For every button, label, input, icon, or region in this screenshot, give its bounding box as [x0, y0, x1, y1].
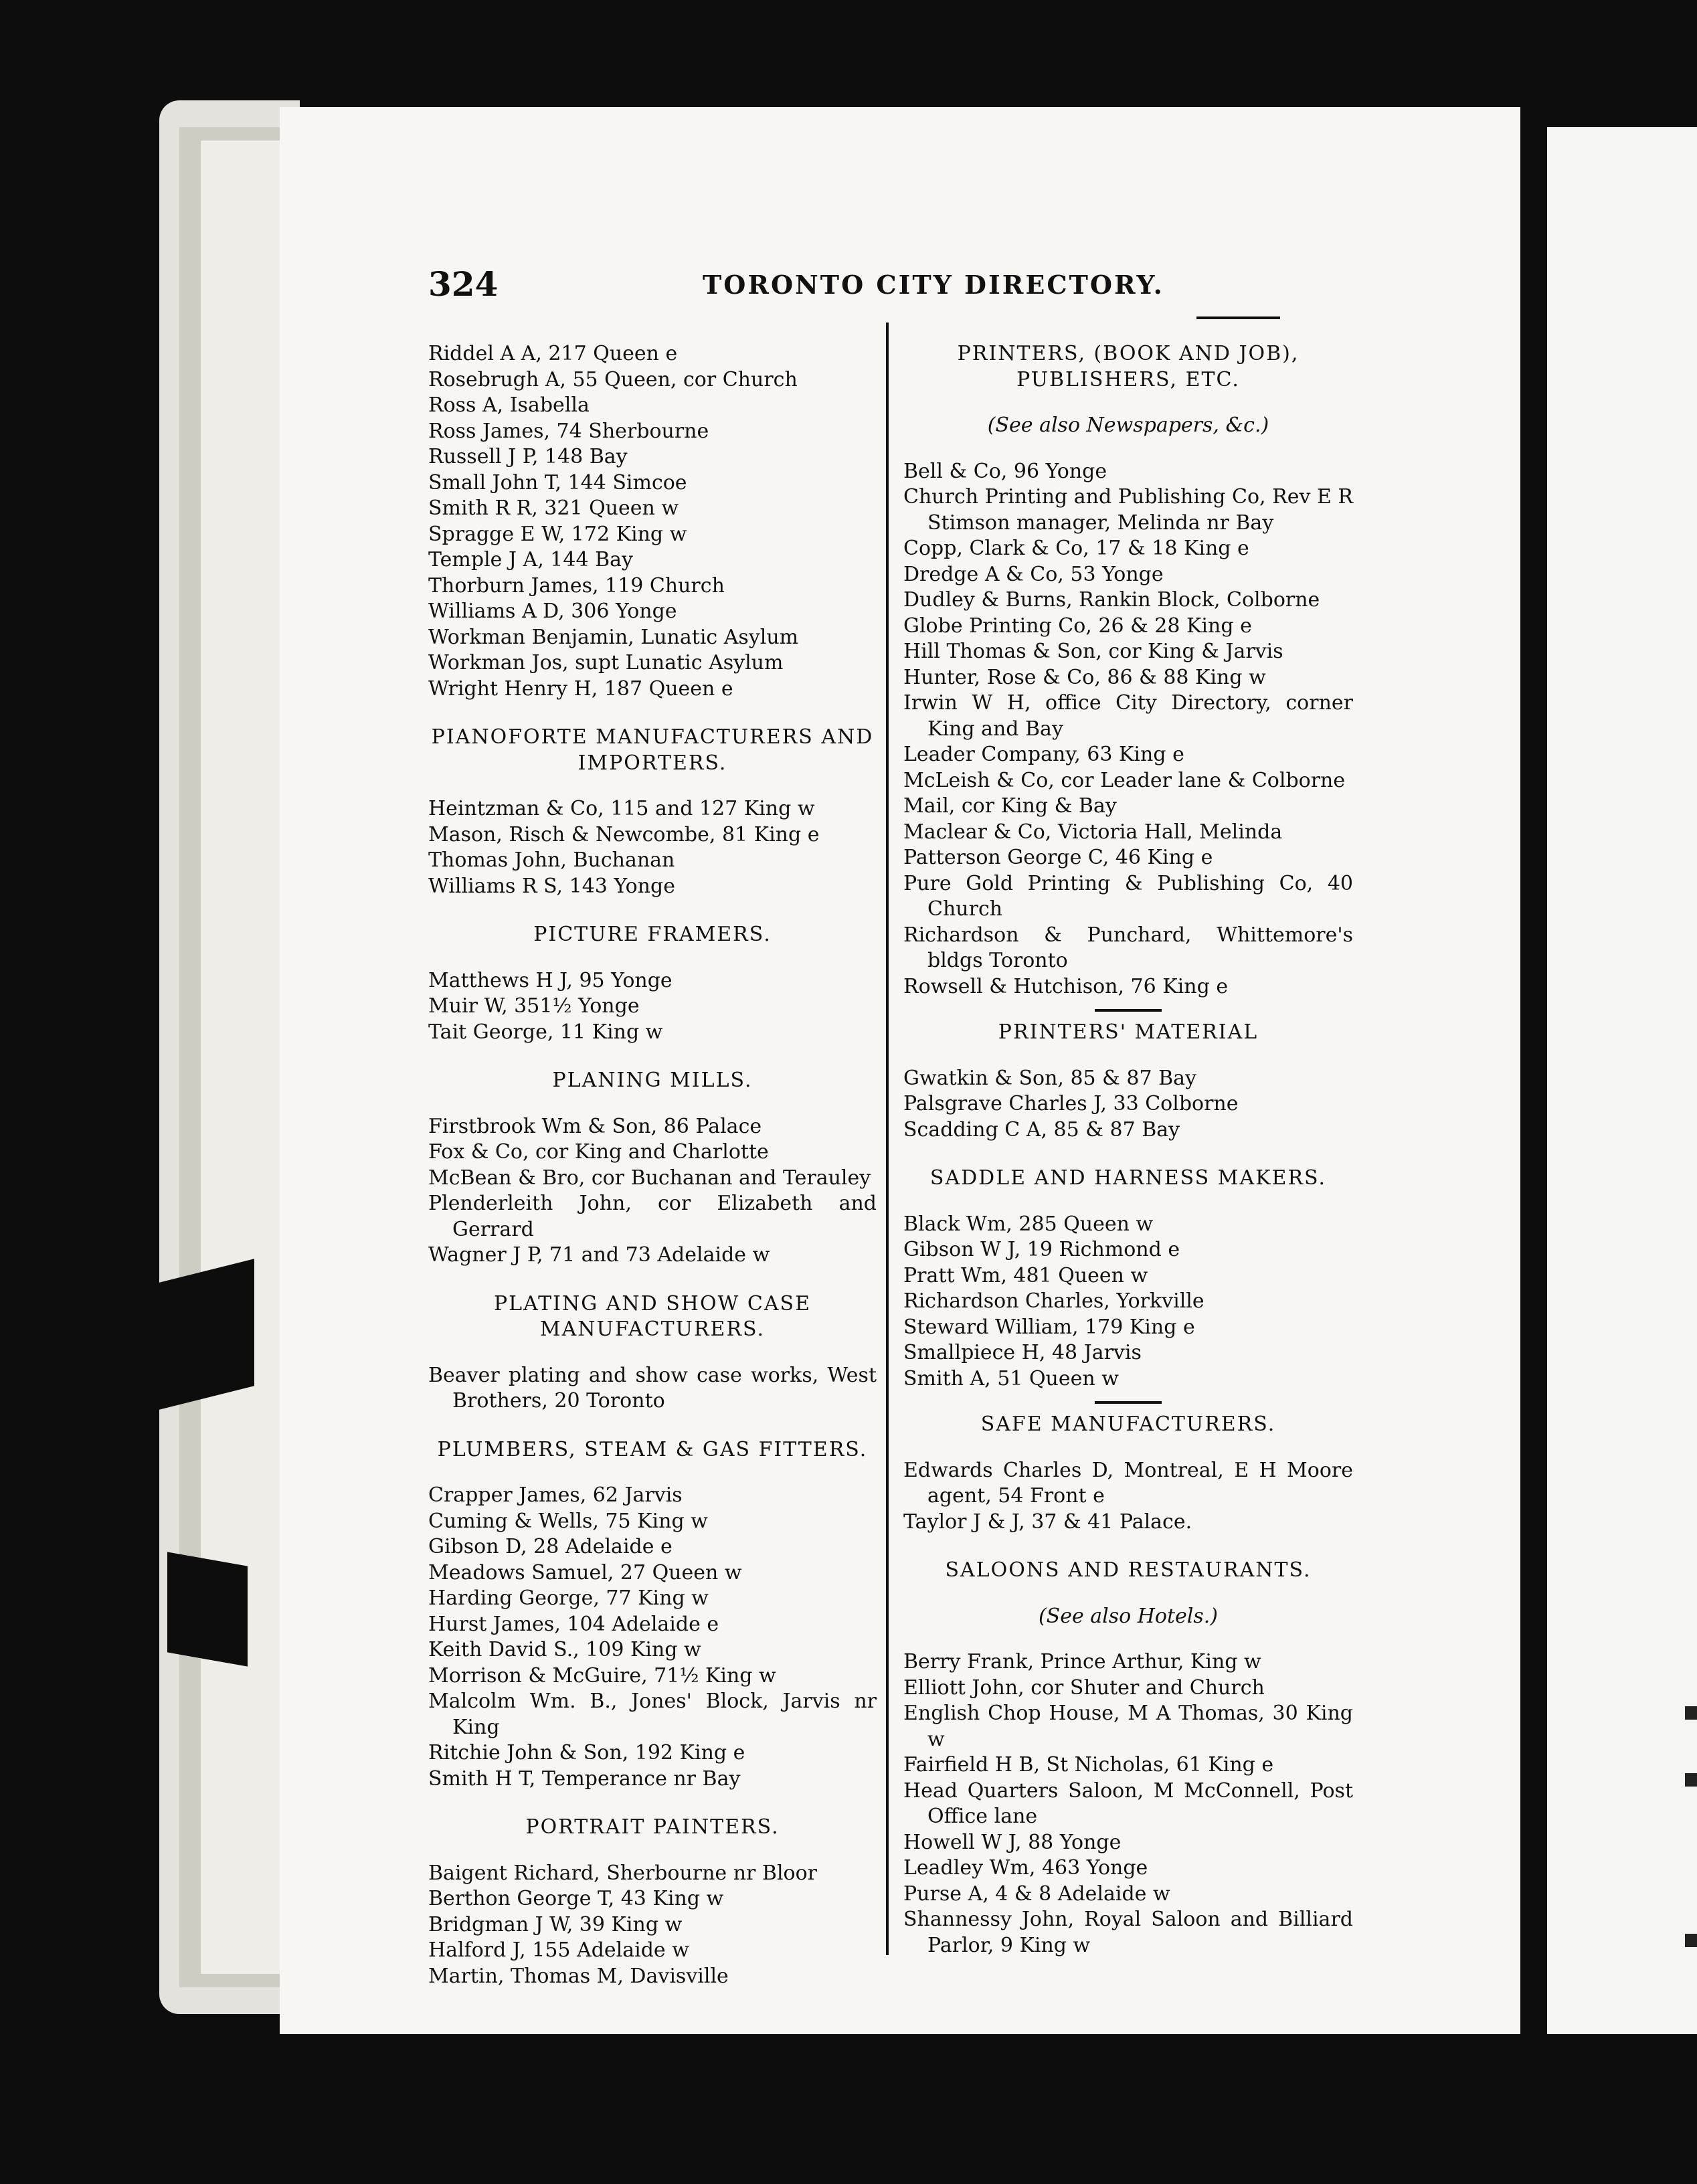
- page-tear: [167, 1552, 248, 1666]
- directory-entry: Riddel A A, 217 Queen e: [428, 342, 678, 365]
- directory-entry: Irwin W H, office City Directory, corner King and Bay: [903, 691, 1353, 741]
- directory-entry: Firstbrook Wm & Son, 86 Palace: [428, 1114, 762, 1138]
- directory-entry: Pure Gold Printing & Publishing Co, 40 Church: [903, 871, 1353, 921]
- directory-entry: Rowsell & Hutchison, 76 King e: [903, 974, 1229, 998]
- directory-entry: Bell & Co, 96 Yonge: [903, 459, 1107, 483]
- directory-entry: Crapper James, 62 Jarvis: [428, 1483, 683, 1507]
- directory-entry: Palsgrave Charles J, 33 Colborne: [903, 1092, 1239, 1115]
- section-heading: PRINTERS, (BOOK AND JOB), PUBLISHERS, ETC.: [957, 342, 1300, 391]
- directory-entry: Gibson W J, 19 Richmond e: [903, 1238, 1180, 1261]
- directory-entry: Fairfield H B, St Nicholas, 61 King e: [903, 1753, 1274, 1777]
- directory-entry: Matthews H J, 95 Yonge: [428, 968, 673, 992]
- facing-page: [1547, 127, 1697, 2034]
- directory-entry: Gwatkin & Son, 85 & 87 Bay: [903, 1066, 1197, 1090]
- directory-entry: Plenderleith John, cor Elizabeth and Gerrard: [428, 1192, 877, 1241]
- directory-entry: Williams R S, 143 Yonge: [428, 874, 675, 898]
- directory-entry: Pratt Wm, 481 Queen w: [903, 1263, 1148, 1287]
- directory-entry: Hunter, Rose & Co, 86 & 88 King w: [903, 665, 1266, 689]
- directory-entry: Smith R R, 321 Queen w: [428, 496, 679, 520]
- directory-entry: Howell W J, 88 Yonge: [903, 1830, 1122, 1854]
- directory-entry: Tait George, 11 King w: [428, 1020, 663, 1044]
- directory-entry: Spragge E W, 172 King w: [428, 522, 687, 546]
- directory-entry: Smallpiece H, 48 Jarvis: [903, 1341, 1142, 1364]
- directory-entry: Elliott John, cor Shuter and Church: [903, 1675, 1265, 1700]
- page-header: [428, 264, 1325, 311]
- directory-entry: Dudley & Burns, Rankin Block, Colborne: [903, 588, 1320, 612]
- right-column: [903, 341, 1353, 1959]
- directory-entry: Smith A, 51 Queen w: [903, 1366, 1119, 1390]
- directory-entry: Maclear & Co, Victoria Hall, Melinda: [903, 820, 1283, 844]
- directory-entry: Scadding C A, 85 & 87 Bay: [903, 1117, 1180, 1142]
- directory-entry: Head Quarters Saloon, M McConnell, Post Office lane: [903, 1779, 1353, 1828]
- section-heading: PICTURE FRAMERS.: [533, 923, 772, 946]
- directory-entry: Halford J, 155 Adelaide w: [428, 1938, 689, 1962]
- directory-entry: Ritchie John & Son, 192 King e: [428, 1741, 745, 1764]
- directory-entry: Baigent Richard, Sherbourne nr Bloor: [428, 1861, 818, 1885]
- directory-entry: Rosebrugh A, 55 Queen, cor Church: [428, 367, 798, 391]
- directory-entry: Fox & Co, cor King and Charlotte: [428, 1140, 769, 1164]
- directory-entry: Richardson Charles, Yorkville: [903, 1289, 1204, 1313]
- directory-entry: Keith David S., 109 King w: [428, 1638, 701, 1661]
- section-rule: [1095, 1401, 1162, 1404]
- directory-entry: Ross A, Isabella: [428, 393, 590, 417]
- directory-entry: McBean & Bro, cor Buchanan and Terauley: [428, 1166, 871, 1190]
- section-heading: PLATING AND SHOW CASE MANUFACTURERS.: [494, 1291, 811, 1341]
- directory-entry: Heintzman & Co, 115 and 127 King w: [428, 797, 815, 820]
- directory-entry: Globe Printing Co, 26 & 28 King e: [903, 614, 1252, 638]
- directory-entry: Williams A D, 306 Yonge: [428, 600, 677, 623]
- directory-entry: Ross James, 74 Sherbourne: [428, 419, 709, 443]
- directory-entry: Berthon George T, 43 King w: [428, 1887, 724, 1910]
- directory-entry: Small John T, 144 Simcoe: [428, 470, 687, 494]
- directory-entry: Temple J A, 144 Bay: [428, 548, 633, 571]
- left-column: [428, 341, 877, 1989]
- directory-entry: Morrison & McGuire, 71½ King w: [428, 1663, 776, 1688]
- directory-entry: Muir W, 351½ Yonge: [428, 994, 640, 1018]
- directory-entry: Dredge A & Co, 53 Yonge: [903, 562, 1164, 586]
- directory-entry: Mail, cor King & Bay: [903, 794, 1117, 818]
- directory-entry: Edwards Charles D, Montreal, E H Moore agent, 54 Front e: [903, 1458, 1353, 1508]
- directory-entry: Cuming & Wells, 75 King w: [428, 1509, 708, 1533]
- facing-page-mark: [1685, 1773, 1697, 1787]
- directory-entry: Leader Company, 63 King e: [903, 743, 1184, 766]
- section-rule: [1095, 1009, 1162, 1012]
- cross-reference-note: (See also Hotels.): [1038, 1604, 1219, 1628]
- directory-entry: Gibson D, 28 Adelaide e: [428, 1535, 673, 1558]
- directory-entry: Workman Jos, supt Lunatic Asylum: [428, 651, 784, 674]
- directory-entry: Leadley Wm, 463 Yonge: [903, 1856, 1148, 1880]
- directory-entry: McLeish & Co, cor Leader lane & Colborne: [903, 768, 1346, 792]
- directory-entry: Patterson George C, 46 King e: [903, 846, 1213, 869]
- directory-entry: Smith H T, Temperance nr Bay: [428, 1766, 741, 1791]
- column-divider: [886, 323, 889, 1955]
- section-heading: SADDLE AND HARNESS MAKERS.: [929, 1166, 1327, 1190]
- page-number: 324: [428, 264, 499, 304]
- directory-entry: Thorburn James, 119 Church: [428, 573, 725, 598]
- directory-entry: Shannessy John, Royal Saloon and Billiard Parlor, 9 King w: [903, 1908, 1353, 1957]
- directory-entry: Wright Henry H, 187 Queen e: [428, 676, 733, 701]
- directory-entry: Black Wm, 285 Queen w: [903, 1212, 1154, 1236]
- directory-entry: Purse A, 4 & 8 Adelaide w: [903, 1882, 1170, 1906]
- directory-entry: Beaver plating and show case works, West Brothers, 20 Toronto: [428, 1363, 877, 1413]
- section-heading: SAFE MANUFACTURERS.: [980, 1413, 1276, 1436]
- page-tear: [154, 1259, 254, 1410]
- directory-entry: Steward William, 179 King e: [903, 1315, 1195, 1339]
- directory-entry: Richardson & Punchard, Whittemore's bldgs Toronto: [903, 923, 1353, 972]
- directory-entry: Hill Thomas & Son, cor King & Jarvis: [903, 640, 1283, 663]
- directory-entry: Meadows Samuel, 27 Queen w: [428, 1560, 742, 1584]
- directory-entry: Taylor J & J, 37 & 41 Palace.: [903, 1510, 1192, 1534]
- directory-entry: Workman Benjamin, Lunatic Asylum: [428, 625, 799, 649]
- directory-entry: Hurst James, 104 Adelaide e: [428, 1612, 719, 1636]
- directory-entry: Wagner J P, 71 and 73 Adelaide w: [428, 1243, 770, 1267]
- directory-entry: Berry Frank, Prince Arthur, King w: [903, 1650, 1261, 1673]
- facing-page-mark: [1685, 1934, 1697, 1947]
- facing-page-mark: [1685, 1706, 1697, 1720]
- directory-entry: Harding George, 77 King w: [428, 1586, 709, 1610]
- page-title: TORONTO CITY DIRECTORY.: [703, 270, 1164, 300]
- directory-entry: Church Printing and Publishing Co, Rev E R Stimson manager, Melinda nr Bay: [903, 485, 1353, 535]
- section-heading: PRINTERS' MATERIAL: [998, 1020, 1259, 1044]
- section-heading: SALOONS AND RESTAURANTS.: [945, 1558, 1312, 1582]
- directory-entry: Thomas John, Buchanan: [428, 848, 675, 872]
- section-heading: PIANOFORTE MANUFACTURERS AND IMPORTERS.: [431, 725, 874, 775]
- section-heading: PLUMBERS, STEAM & GAS FITTERS.: [437, 1437, 868, 1461]
- directory-entry: Bridgman J W, 39 King w: [428, 1912, 683, 1936]
- header-rule: [1196, 316, 1280, 319]
- directory-entry: Martin, Thomas M, Davisville: [428, 1964, 729, 1988]
- directory-entry: English Chop House, M A Thomas, 30 King w: [903, 1702, 1353, 1751]
- directory-entry: Copp, Clark & Co, 17 & 18 King e: [903, 537, 1249, 560]
- section-heading: PORTRAIT PAINTERS.: [525, 1815, 780, 1839]
- cross-reference-note: (See also Newspapers, &c.): [987, 414, 1269, 437]
- directory-entry: Mason, Risch & Newcombe, 81 King e: [428, 822, 820, 846]
- directory-entry: Malcolm Wm. B., Jones' Block, Jarvis nr King: [428, 1690, 877, 1739]
- section-heading: PLANING MILLS.: [552, 1069, 753, 1092]
- directory-entry: Russell J P, 148 Bay: [428, 445, 628, 468]
